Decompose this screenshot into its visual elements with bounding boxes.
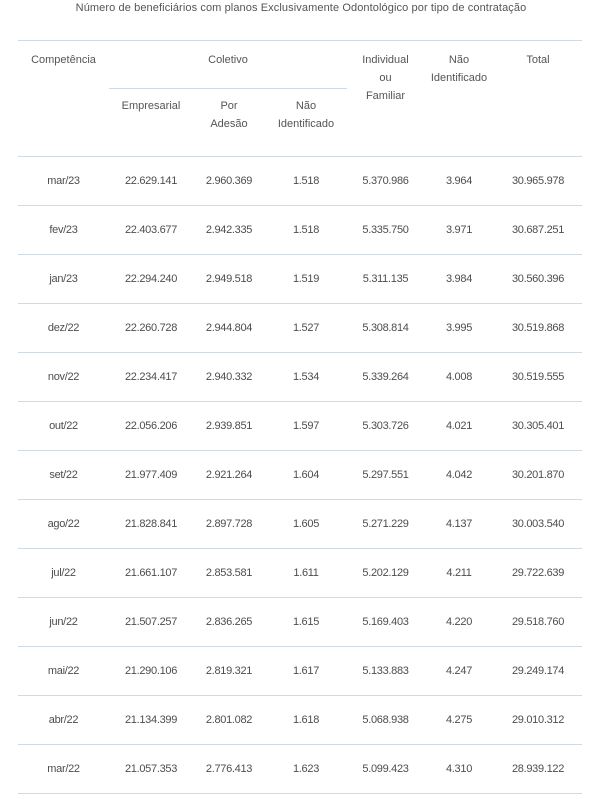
header-individual-line3: Familiar — [365, 90, 406, 102]
cell-competencia: mai/22 — [18, 647, 109, 696]
table-body — [18, 157, 582, 794]
cell-por-adesao: 2.836.265 — [193, 598, 265, 647]
header-individual-familiar — [347, 41, 424, 157]
cell-competencia: fev/23 — [18, 206, 109, 255]
cell-por-adesao: 2.940.332 — [193, 353, 265, 402]
cell-total: 30.560.396 — [494, 255, 582, 304]
header-empresarial: Empresarial — [121, 100, 181, 112]
table-row — [18, 255, 582, 304]
header-por-adesao — [193, 89, 265, 157]
cell-nao-identificado: 4.021 — [424, 402, 494, 451]
cell-individual-familiar: 5.099.423 — [347, 745, 424, 794]
cell-individual-familiar: 5.169.403 — [347, 598, 424, 647]
cell-nao-identificado: 3.971 — [424, 206, 494, 255]
cell-nao-identificado: 4.008 — [424, 353, 494, 402]
cell-individual-familiar: 5.202.129 — [347, 549, 424, 598]
cell-individual-familiar: 5.133.883 — [347, 647, 424, 696]
cell-total: 30.687.251 — [494, 206, 582, 255]
cell-competencia: dez/22 — [18, 304, 109, 353]
header-col-nao-ident-line1: Não — [295, 100, 317, 112]
cell-por-adesao: 2.949.518 — [193, 255, 265, 304]
header-coletivo: Coletivo — [109, 41, 347, 89]
cell-por-adesao: 2.819.321 — [193, 647, 265, 696]
table-row — [18, 157, 582, 206]
cell-competencia: jan/23 — [18, 255, 109, 304]
cell-por-adesao: 2.944.804 — [193, 304, 265, 353]
cell-empresarial: 21.134.399 — [109, 696, 193, 745]
cell-coletivo-nao-identificado: 1.611 — [265, 549, 347, 598]
header-individual-line2: ou — [379, 72, 392, 84]
header-col-nao-ident-line2: Identificado — [277, 118, 335, 130]
header-nao-ident-line2: Identificado — [430, 72, 488, 84]
cell-empresarial: 22.260.728 — [109, 304, 193, 353]
cell-nao-identificado: 4.275 — [424, 696, 494, 745]
header-nao-identificado — [424, 41, 494, 157]
cell-coletivo-nao-identificado: 1.604 — [265, 451, 347, 500]
cell-total: 30.003.540 — [494, 500, 582, 549]
cell-total: 29.722.639 — [494, 549, 582, 598]
cell-total: 29.518.760 — [494, 598, 582, 647]
cell-coletivo-nao-identificado: 1.623 — [265, 745, 347, 794]
table-row — [18, 353, 582, 402]
cell-individual-familiar: 5.311.135 — [347, 255, 424, 304]
cell-individual-familiar: 5.339.264 — [347, 353, 424, 402]
cell-empresarial: 21.507.257 — [109, 598, 193, 647]
cell-coletivo-nao-identificado: 1.597 — [265, 402, 347, 451]
cell-total: 28.939.122 — [494, 745, 582, 794]
table-row — [18, 647, 582, 696]
header-por-adesao-line2: Adesão — [210, 118, 248, 130]
cell-total: 29.249.174 — [494, 647, 582, 696]
cell-competencia: mar/22 — [18, 745, 109, 794]
table-row — [18, 500, 582, 549]
cell-individual-familiar: 5.271.229 — [347, 500, 424, 549]
table-row — [18, 304, 582, 353]
cell-empresarial: 21.290.106 — [109, 647, 193, 696]
cell-competencia: ago/22 — [18, 500, 109, 549]
cell-por-adesao: 2.897.728 — [193, 500, 265, 549]
cell-competencia: jul/22 — [18, 549, 109, 598]
cell-nao-identificado: 3.984 — [424, 255, 494, 304]
cell-empresarial: 21.661.107 — [109, 549, 193, 598]
cell-coletivo-nao-identificado: 1.617 — [265, 647, 347, 696]
cell-empresarial: 22.403.677 — [109, 206, 193, 255]
table-row — [18, 451, 582, 500]
cell-coletivo-nao-identificado: 1.519 — [265, 255, 347, 304]
cell-por-adesao: 2.921.264 — [193, 451, 265, 500]
cell-coletivo-nao-identificado: 1.518 — [265, 206, 347, 255]
cell-empresarial: 21.828.841 — [109, 500, 193, 549]
header-individual-line1: Individual — [362, 54, 409, 66]
table-row — [18, 402, 582, 451]
cell-total: 30.519.555 — [494, 353, 582, 402]
cell-total: 29.010.312 — [494, 696, 582, 745]
cell-individual-familiar: 5.308.814 — [347, 304, 424, 353]
cell-coletivo-nao-identificado: 1.605 — [265, 500, 347, 549]
cell-total: 30.519.868 — [494, 304, 582, 353]
cell-nao-identificado: 4.137 — [424, 500, 494, 549]
cell-por-adesao: 2.853.581 — [193, 549, 265, 598]
cell-empresarial: 21.057.353 — [109, 745, 193, 794]
cell-por-adesao: 2.776.413 — [193, 745, 265, 794]
cell-individual-familiar: 5.303.726 — [347, 402, 424, 451]
cell-nao-identificado: 4.211 — [424, 549, 494, 598]
header-nao-ident-line1: Não — [448, 54, 470, 66]
cell-individual-familiar: 5.335.750 — [347, 206, 424, 255]
table-row — [18, 745, 582, 794]
cell-individual-familiar: 5.370.986 — [347, 157, 424, 206]
table-header — [18, 41, 582, 157]
cell-total: 30.965.978 — [494, 157, 582, 206]
header-coletivo-nao-identificado — [265, 89, 347, 157]
cell-por-adesao: 2.939.851 — [193, 402, 265, 451]
table-row — [18, 598, 582, 647]
cell-coletivo-nao-identificado: 1.618 — [265, 696, 347, 745]
cell-coletivo-nao-identificado: 1.527 — [265, 304, 347, 353]
cell-nao-identificado: 3.964 — [424, 157, 494, 206]
cell-nao-identificado: 4.220 — [424, 598, 494, 647]
cell-individual-familiar: 5.297.551 — [347, 451, 424, 500]
cell-por-adesao: 2.960.369 — [193, 157, 265, 206]
cell-nao-identificado: 4.247 — [424, 647, 494, 696]
table-caption: Número de beneficiários com planos Exclusivamente Odontológico por tipo de contratação — [75, 2, 527, 14]
beneficiaries-table — [18, 40, 582, 794]
header-total: Total — [494, 41, 582, 157]
cell-total: 30.201.870 — [494, 451, 582, 500]
cell-competencia: nov/22 — [18, 353, 109, 402]
table-row — [18, 549, 582, 598]
cell-coletivo-nao-identificado: 1.615 — [265, 598, 347, 647]
cell-por-adesao: 2.942.335 — [193, 206, 265, 255]
cell-nao-identificado: 4.042 — [424, 451, 494, 500]
cell-empresarial: 22.056.206 — [109, 402, 193, 451]
cell-coletivo-nao-identificado: 1.518 — [265, 157, 347, 206]
cell-competencia: mar/23 — [18, 157, 109, 206]
header-competencia: Competência — [18, 41, 109, 157]
cell-nao-identificado: 3.995 — [424, 304, 494, 353]
cell-competencia: out/22 — [18, 402, 109, 451]
cell-empresarial: 21.977.409 — [109, 451, 193, 500]
cell-empresarial: 22.629.141 — [109, 157, 193, 206]
cell-por-adesao: 2.801.082 — [193, 696, 265, 745]
cell-coletivo-nao-identificado: 1.534 — [265, 353, 347, 402]
cell-empresarial: 22.234.417 — [109, 353, 193, 402]
table-row — [18, 696, 582, 745]
cell-competencia: set/22 — [18, 451, 109, 500]
header-por-adesao-line1: Por — [220, 100, 238, 112]
cell-empresarial: 22.294.240 — [109, 255, 193, 304]
cell-individual-familiar: 5.068.938 — [347, 696, 424, 745]
cell-nao-identificado: 4.310 — [424, 745, 494, 794]
table-row — [18, 206, 582, 255]
cell-total: 30.305.401 — [494, 402, 582, 451]
cell-competencia: jun/22 — [18, 598, 109, 647]
cell-competencia: abr/22 — [18, 696, 109, 745]
